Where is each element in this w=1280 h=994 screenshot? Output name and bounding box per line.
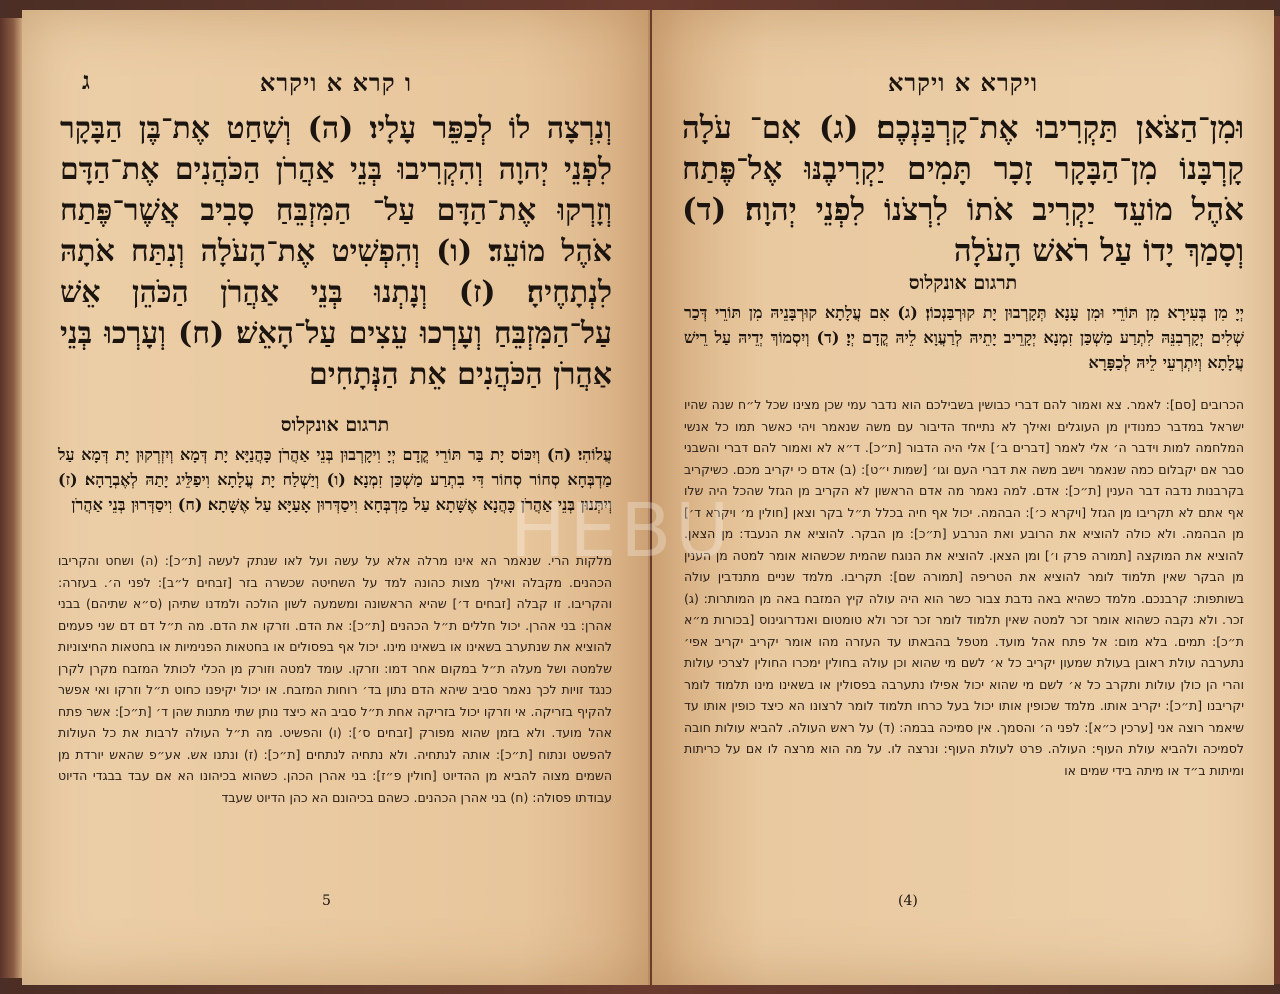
right-running-head: ויקרא א ויקרא [887, 68, 1039, 97]
left-targum-title: תרגום אונקלוס [280, 414, 390, 436]
left-targum-text: עֲלוֹהִי׃ (ה) וְיִכּוֹס יָת בַּר תּוֹרֵי קֳדָם יְיָ וִיקָרְבוּן בְּנֵי אַהֲרֹן כָּהֲנַיָּא יָת דְּמָא וְיִזְרְקוּן יָת דְּמָא עַל מַדְבְּחָא סְחוֹר סְחוֹר דִּי בִתְרַע מַשְׁכַּן זִמְנָא׃ (ו) וְיַשְׁלַח יָת עֲלָתָא וִיפַלֵּיג יָתַהּ לְאֶבְרָהָא׃ (ז) וְיִתְּנוּן בְּנֵי אַהֲרֹן כָּהֲנָא אֶשָּׁתָא עַל מַדְבְּחָא וִיסַדְּרוּן אָעַיָּא עַל אֶשָּׁתָא׃ (ח) וִיסַדְּרוּן בְּנֵי אַהֲרֹן [58, 445, 612, 514]
watermark: HEBU [510, 488, 734, 574]
right-torah-text: וּמִן־הַצֹּאן תַּקְרִיבוּ אֶת־קָרְבַּנְכֶם׃ (ג) אִם־ עֹלָה קָרְבָּנוֹ מִן־הַבָּקָר זָכָר תָּמִים יַקְרִיבֶנּוּ אֶל־פֶּתַח אֹהֶל מוֹעֵד יַקְרִיב אֹתוֹ לִרְצֹנוֹ לִפְנֵי יְהוָה׃ (ד) וְסָמַךְ יָדוֹ עַל רֹאשׁ הָעֹלָה [682, 110, 1244, 269]
right-targum-text: יְיָ מִן בְּעִירָא מִן תּוֹרֵי וּמִן עָנָא תְּקָרְבוּן יָת קוּרְבַּנְכוֹן׃ (ג) אִם עֲלָתָא קוּרְבָּנֵיהּ מִן תּוֹרֵי דְּכַר שְׁלִים יְקָרְבִנֵּהּ לִתְרַע מַשְׁכַּן זִמְנָא יְקָרֵיב יָתֵיהּ לְרַעֲוָא לֵיהּ קֳדָם יְיָ׃ (ד) וְיִסְמוֹךְ יְדֵיהּ עַל רֵישׁ עֲלָתָא וְיִתְרְעֵי לֵיהּ לְכַפָּרָא [684, 303, 1244, 372]
left-torah-text: וְנִרְצָה לוֹ לְכַפֵּר עָלָיו׃ (ה) וְשָׁחַט אֶת־בֶּן הַבָּקָר לִפְנֵי יְהוָה וְהִקְרִיבוּ בְּנֵי אַהֲרֹן הַכֹּהֲנִים אֶת־הַדָּם וְזָרְקוּ אֶת־הַדָּם עַל־ הַמִּזְבֵּחַ סָבִיב אֲשֶׁר־פֶּתַח אֹהֶל מוֹעֵד׃ (ו) וְהִפְשִׁיט אֶת־הָעֹלָה וְנִתַּח אֹתָהּ לִנְתָחֶיהָ׃ (ז) וְנָתְנוּ בְּנֵי אַהֲרֹן הַכֹּהֵן אֵשׁ עַל־הַמִּזְבֵּחַ וְעָרְכוּ עֵצִים עַל־הָאֵשׁ׃ (ח) וְעָרְכוּ בְּנֵי אַהֲרֹן הַכֹּהֲנִים אֵת הַנְּתָחִים [60, 111, 612, 392]
left-page-number: 5 [322, 893, 331, 909]
left-rashi-commentary: מלקות הרי. שנאמר הא אינו מרלה אלא על עשה ועל לאו שנתק לעשה [ת״כ]: (ה) ושחט והקריבו הכהנים. מקבלה ואילך מצות כהונה למד על השחיטה שכשרה בזר [זבחים ל״ב]: לפני ה׳. בעזרה: והקריבו. זו קבלה [זבחים ד׳] שהיא הראשונה ומשמעה לשון הולכה ולמדנו שתיהן (ס״א שתיהם) בבני אהרן: בני אהרן. יכול חללים ת״ל הכהנים [ת״כ]: את הדם. וזרקו את הדם. מה ת״ל דם דם שני פעמים להוציא את שנתערב בשאינו או בשאינו מינו. יכול אף בפסולים או בחטאות הפנימיות או בחטאות החיצוניות שלמטה ושל מעלה ת״ל במקום אחר דמו: וזרקו. עומד למטה וזורק מן הכלי לכותל המזבח מקרן לקרן כנגד זויות לכך נאמר סביב שיהא הדם נתון בד׳ רוחות המזבח. או יכול יקיפנו כחוט ת״ל וזרקו ואי אפשר להקיף בזריקה. אי וזרקו יכול בזריקה אחת ת״ל סביב הא כיצד נותן שתי מתנות שהן ד׳ [ת״כ]: אשר פתח אהל מועד. ולא בזמן שהוא מפורק [זבחים ס׳]: (ו) והפשיט. מה ת״ל העולה לרבות את כל העולות להפשט ונתוח [ת״כ]: אותה לנתחיה. ולא נתחיה לנתחים [ת״כ]: (ז) ונתנו אש. אע״פ שהאש יורדת מן השמים מצוה להביא מן ההדיוט [חולין פ״ז]: בני אהרן הכהן. כשהוא בכיהונו הא אם עבד בבגדי הדיוט עבודתו פסולה: (ח) בני אהרן הכהנים. כשהם בכיהונם הא כהן הדיוט שעבד [58, 553, 612, 805]
left-page-letter: ג [82, 66, 90, 95]
right-targum-title: תרגום אונקלוס [908, 272, 1018, 294]
left-running-head: ו קרא א ויקרא [259, 68, 413, 97]
right-page-number: (4) [898, 893, 918, 909]
right-page [652, 10, 1274, 985]
right-rashi-commentary: הכרובים [סם]: לאמר. צא ואמור להם דברי כבושין בשבילכם הוא נדבר עמי שכן מצינו שכל ל״ח שנה שהיו ישראל במדבר כמנודין מן העוגלים ואילך לא נתייחד הדיבור עם משה שנאמר ויהי כאשר תמו כל אנשי המלחמה למות וידבר ה׳ אלי לאמר [דברים ב׳] אלי היה הדבור [ת״כ]. ד״א לא ואמור להם דברי והשבני סבר אם יקבלום כמה שנאמר וישב משה את דברי העם וגו׳ [שמות י״ט]: (ב) אדם כי יקריב מכם. כשיקריב בקרבנות נדבה דבר הענין [ת״כ]: אדם. למה נאמר מה אדם הראשון לא הקריב מן הגזל שהכל היה שלו אף אתם לא תקריבו מן הגזל [ויקרא כ׳]: הבהמה. יכול אף חיה בכלל ת״ל בקר וצאן [חולין מ׳ ויקרא ד׳] מן הבהמה. ולא כולה להוציא את הרובע ואת הנרבע [ת״כ]: מן הבקר. להוציא את הנעבד: מן הצאן. להוציא את המוקצה [תמורה פרק ו׳] ומן הצאן. להוציא את הנוגח שהמית שכשהוא אומר למטה מן הענין מן הבקר שאין תלמוד לומר להוציא את הטריפה [תמורה שם]: תקריבו. מלמד שניים מתנדבין עולה בשותפות: קרבנכם. מלמד כשהיא באה נדבת צבור כשר הוא היה עולה קיץ המזבח באה מן המותרות: (ג) זכר. ולא נקבה כשהוא אומר זכר למטה שאין תלמוד לומר זכר זכר ולא טומטום ואנדרוגינוס [בכורות מ״א ת״כ]: תמים. בלא מום: אל פתח אהל מועד. מטפל בהבאתו עד העזרה מהו אומר יקריב יקריב אפי׳ נתערבה עולת ראובן בעולת שמעון יקריב כל א׳ לשם מי שהוא וכן עולה בחולין ימכרו החולין לצרכי עולות והרי הן כולן עולות ותקרב כל א׳ לשם מי שהוא יכול אפילו נתערבה בפסולין או בשאינו מינו תלמוד לומר יקריבנו [ת״כ]: יקריב אותו. מלמד שכופין אותו יכול בעל כרחו תלמוד לומר לרצונו הא כיצד כופין אותו עד שיאמר רוצה אני [ערכין כ״א]: לפני ה׳ והסמך. אין סמיכה בבמה: (ד) על ראש העולה. להביא עולות חובה לסמיכה ולהביא עולת העוף: העולה. פרט לעולת העוף: ונרצה לו. על מה הוא מרצה לו אם על כריתות ומיתות ב״ד או מיתה בידי שמים או [684, 397, 1244, 778]
book-edge-left [0, 18, 22, 978]
